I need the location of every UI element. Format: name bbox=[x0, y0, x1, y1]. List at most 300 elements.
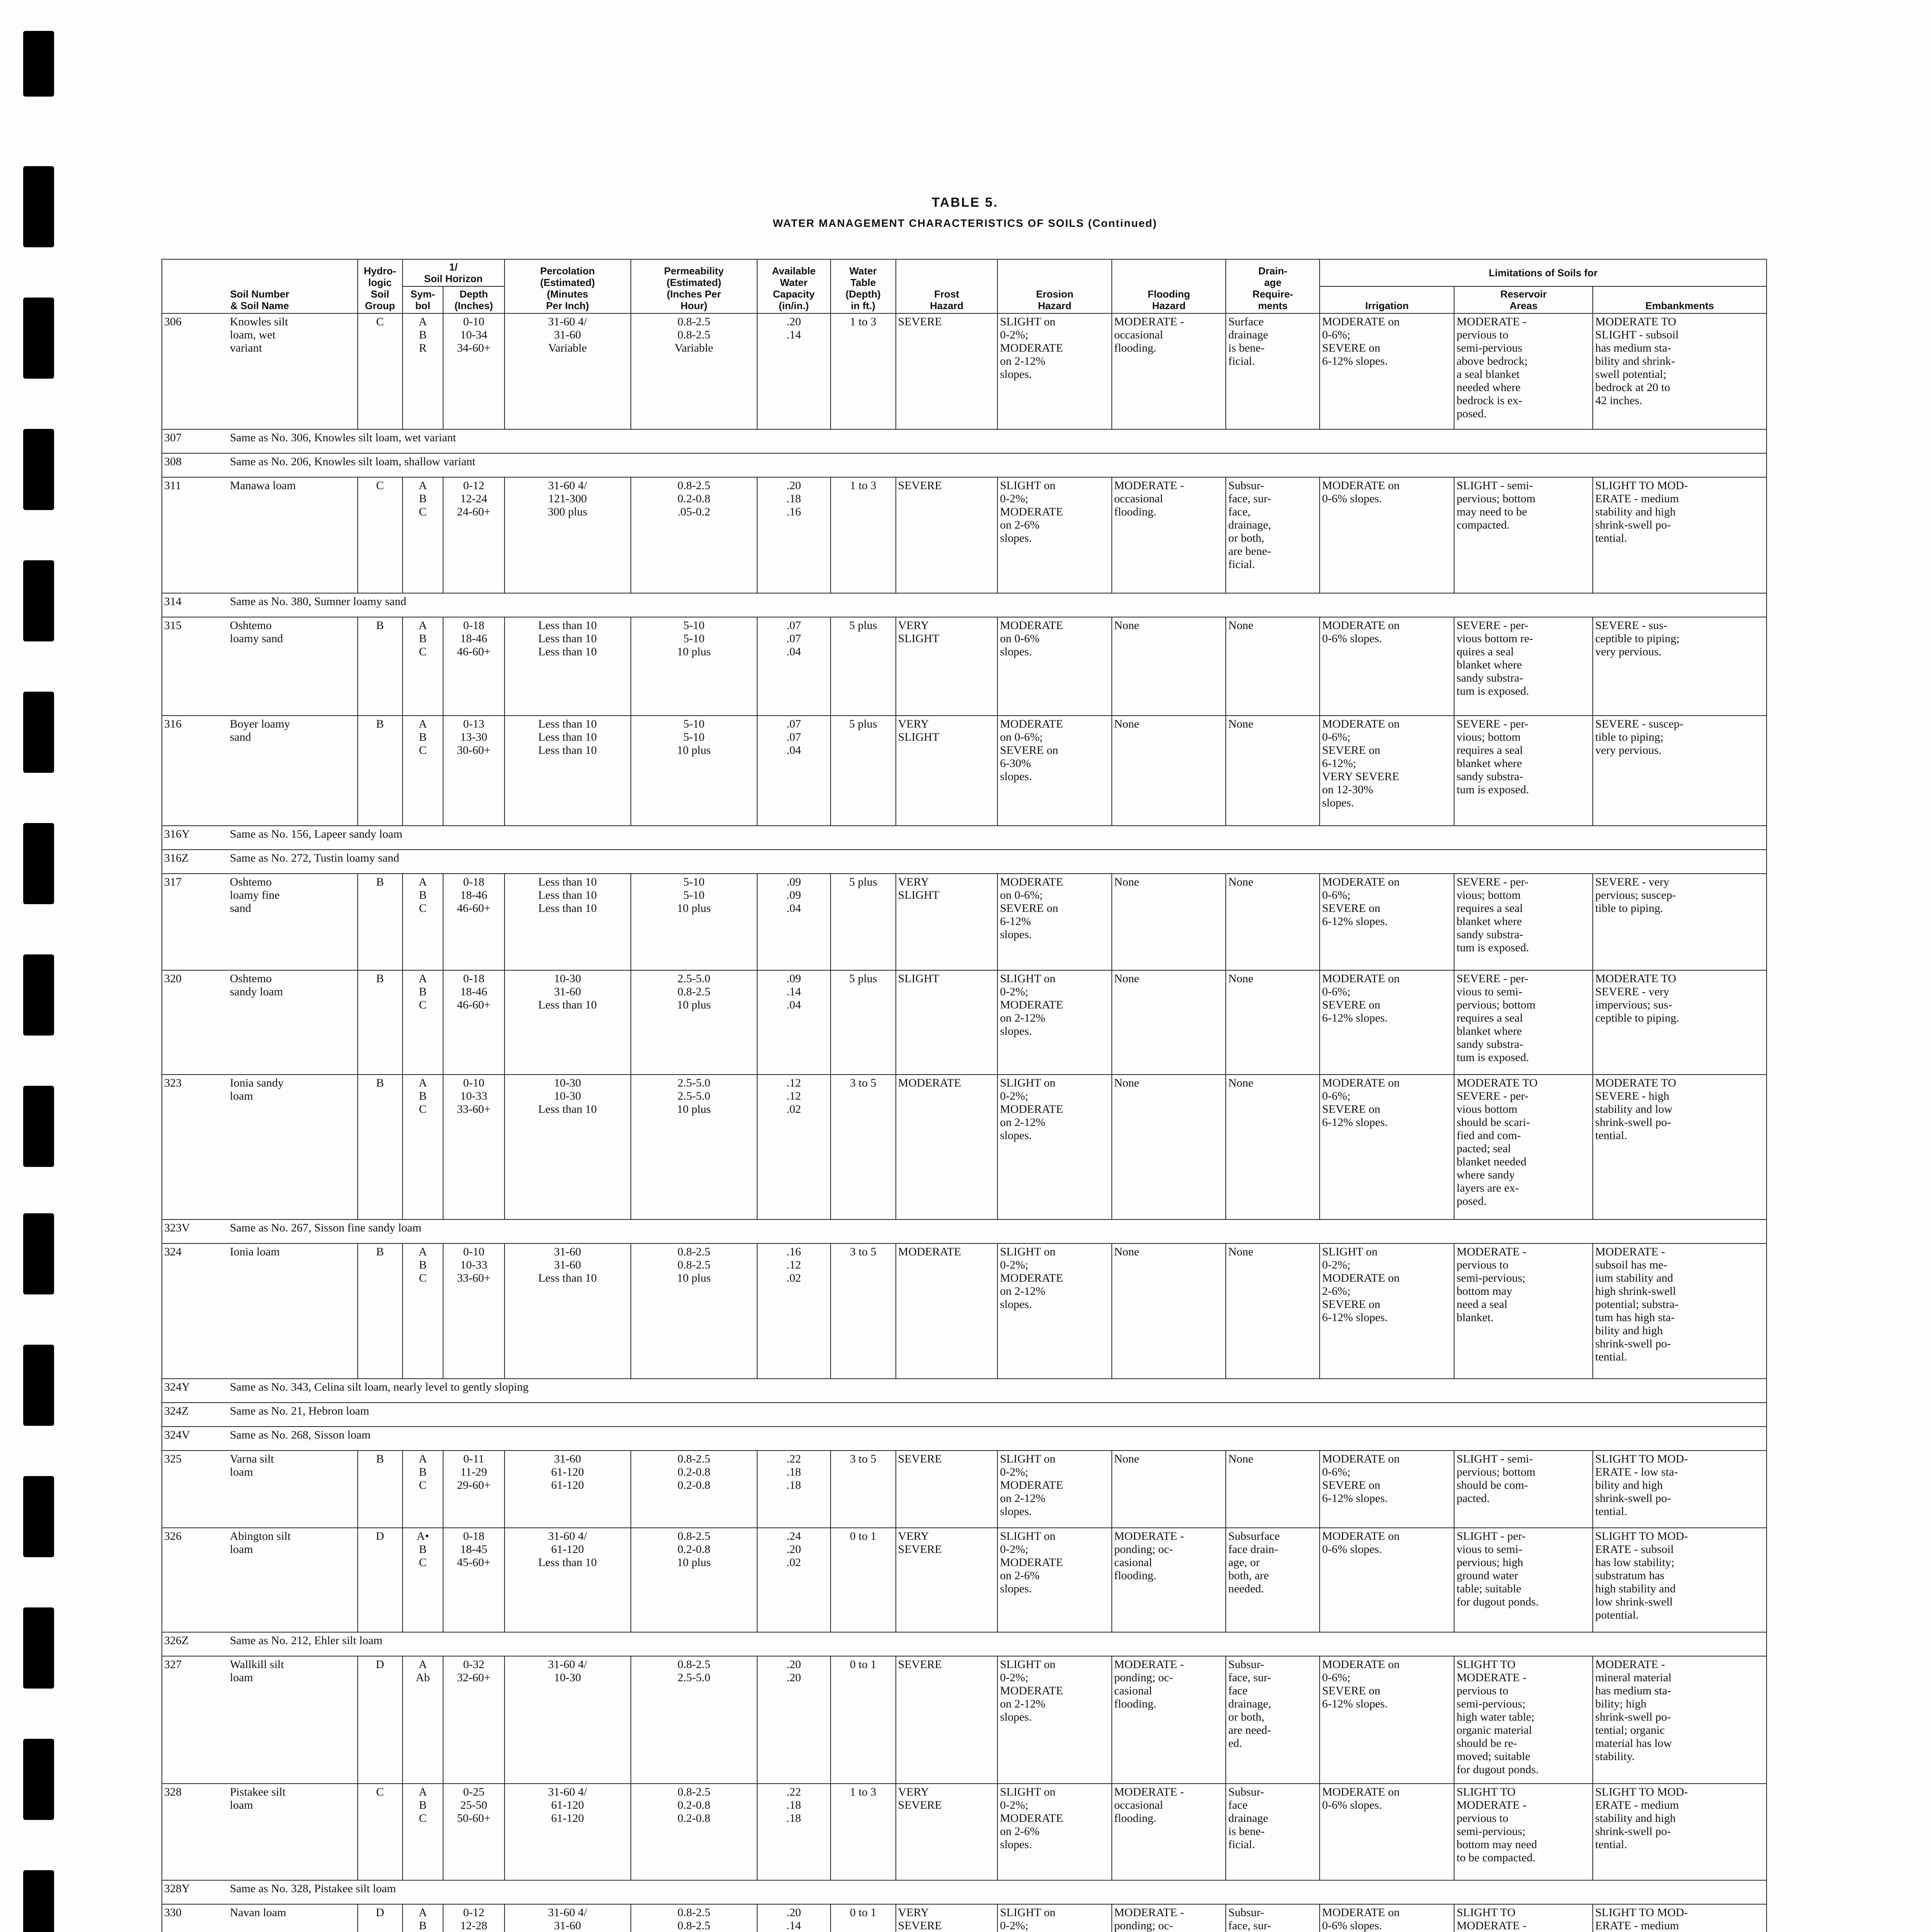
same-as-cell bbox=[162, 826, 1767, 850]
percolation-cell: 10-30 10-30 Less than 10 bbox=[505, 1075, 631, 1219]
water-table-cell: 1 to 3 bbox=[831, 477, 896, 593]
permeability-cell: 0.8-2.5 0.2-0.8 0.2-0.8 bbox=[631, 1451, 757, 1528]
percolation-cell: 31-60 4/ 10-30 bbox=[505, 1656, 631, 1784]
soil-cell bbox=[162, 970, 358, 1075]
col-limitations: Limitations of Soils for bbox=[1320, 259, 1767, 286]
binder-hole bbox=[23, 1607, 54, 1689]
permeability-cell: 0.8-2.5 2.5-5.0 bbox=[631, 1656, 757, 1784]
same-as-cell bbox=[162, 1427, 1767, 1451]
binder-hole bbox=[23, 1086, 54, 1167]
soil-number: 320 bbox=[164, 972, 182, 985]
binder-hole bbox=[23, 1213, 54, 1294]
reservoir-cell: SLIGHT TO MODERATE - bbox=[1454, 1904, 1593, 1932]
water-capacity-cell: .20 .14 bbox=[757, 313, 831, 429]
col-percolation: Percolation (Estimated) (Minutes Per Inch) bbox=[505, 259, 631, 313]
reservoir-cell: MODERATE - pervious to semi-pervious above bedrock; a seal blanket needed where bedrock is ex- posed. bbox=[1454, 313, 1593, 429]
reservoir-cell: SLIGHT - semi- pervious; bottom may need to be compacted. bbox=[1454, 477, 1593, 593]
soil-name: Oshtemo loamy fine sand bbox=[230, 876, 280, 915]
drainage-cell: None bbox=[1226, 970, 1320, 1075]
flooding-hazard-cell: MODERATE - occasional flooding. bbox=[1112, 477, 1226, 593]
reservoir-cell: MODERATE TO SEVERE - per- vious bottom should be scari- fied and com- pacted; seal blanket needed where sandy layers are ex- posed. bbox=[1454, 1075, 1593, 1219]
same-as-cell bbox=[162, 1632, 1767, 1656]
soil-name: Oshtemo sandy loam bbox=[230, 972, 283, 998]
symbol-cell: A B C bbox=[403, 1075, 443, 1219]
soil-number: 324 bbox=[164, 1245, 182, 1258]
hydro-group-cell: B bbox=[358, 617, 403, 716]
flooding-hazard-cell: MODERATE - ponding; oc- casional flooding. bbox=[1112, 1528, 1226, 1632]
reservoir-cell: MODERATE - pervious to semi-pervious; bottom may need a seal blanket. bbox=[1454, 1243, 1593, 1379]
same-as-row bbox=[162, 1403, 1767, 1427]
same-as-row bbox=[162, 429, 1767, 453]
frost-hazard-cell: VERY SEVERE bbox=[896, 1528, 998, 1632]
binder-hole bbox=[23, 823, 54, 904]
symbol-cell: A Ab bbox=[403, 1656, 443, 1784]
water-table-cell: 1 to 3 bbox=[831, 313, 896, 429]
water-management-table bbox=[161, 259, 1767, 1932]
drainage-cell: None bbox=[1226, 1243, 1320, 1379]
irrigation-cell: MODERATE on 0-6%; SEVERE on 6-12% slopes. bbox=[1320, 313, 1454, 429]
table-row bbox=[162, 716, 1767, 826]
hydro-group-cell: B bbox=[358, 874, 403, 970]
water-capacity-cell: .09 .14 .04 bbox=[757, 970, 831, 1075]
table-header bbox=[162, 259, 1767, 313]
soil-cell bbox=[162, 1528, 358, 1632]
water-capacity-cell: .16 .12 .02 bbox=[757, 1243, 831, 1379]
water-capacity-cell: .24 .20 .02 bbox=[757, 1528, 831, 1632]
embankments-cell: MODERATE TO SEVERE - very impervious; sus- ceptible to piping. bbox=[1593, 970, 1767, 1075]
permeability-cell: 0.8-2.5 0.8-2.5 10 plus bbox=[631, 1243, 757, 1379]
soil-name: Knowles silt loam, wet variant bbox=[230, 315, 288, 354]
soil-cell bbox=[162, 477, 358, 593]
depth-cell: 0-12 12-24 24-60+ bbox=[443, 477, 504, 593]
binder-hole bbox=[23, 954, 54, 1036]
water-table-cell: 3 to 5 bbox=[831, 1075, 896, 1219]
symbol-cell: A B C bbox=[403, 716, 443, 826]
embankments-cell: SLIGHT TO MOD- ERATE - subsoil has low stability; substratum has high stability and low shrink-swell potential. bbox=[1593, 1528, 1767, 1632]
permeability-cell: 5-10 5-10 10 plus bbox=[631, 874, 757, 970]
soil-number: 316Y bbox=[164, 828, 190, 840]
soil-cell bbox=[162, 313, 358, 429]
embankments-cell: MODERATE TO SLIGHT - subsoil has medium sta- bility and shrink- swell potential; bedrock at 20 to 42 inches. bbox=[1593, 313, 1767, 429]
flooding-hazard-cell: None bbox=[1112, 1075, 1226, 1219]
soil-number: 324V bbox=[164, 1429, 190, 1441]
frost-hazard-cell: VERY SEVERE bbox=[896, 1904, 998, 1932]
soil-name: Pistakee silt loam bbox=[230, 1786, 286, 1811]
col-water-table: Water Table (Depth) in ft.) bbox=[831, 259, 896, 313]
permeability-cell: 0.8-2.5 0.8-2.5 bbox=[631, 1904, 757, 1932]
water-table-cell: 0 to 1 bbox=[831, 1656, 896, 1784]
same-as-cell bbox=[162, 1219, 1767, 1243]
water-table-cell: 0 to 1 bbox=[831, 1904, 896, 1932]
reservoir-cell: SEVERE - per- vious bottom re- quires a seal blanket where sandy substra- tum is exposed. bbox=[1454, 617, 1593, 716]
permeability-cell: 2.5-5.0 2.5-5.0 10 plus bbox=[631, 1075, 757, 1219]
soil-number: 328Y bbox=[164, 1882, 190, 1895]
percolation-cell: 31-60 4/ 61-120 Less than 10 bbox=[505, 1528, 631, 1632]
soil-number: 316 bbox=[164, 718, 182, 730]
hydro-group-cell: C bbox=[358, 477, 403, 593]
same-as-cell bbox=[162, 1880, 1767, 1904]
same-as-row bbox=[162, 593, 1767, 617]
frost-hazard-cell: VERY SLIGHT bbox=[896, 874, 998, 970]
table-body bbox=[162, 313, 1767, 1932]
permeability-cell: 0.8-2.5 0.2-0.8 0.2-0.8 bbox=[631, 1784, 757, 1880]
same-as-text: Same as No. 206, Knowles silt loam, shallow variant bbox=[230, 455, 476, 468]
irrigation-cell: MODERATE on 0-6% slopes. bbox=[1320, 1784, 1454, 1880]
drainage-cell: None bbox=[1226, 1075, 1320, 1219]
irrigation-cell: MODERATE on 0-6% slopes. bbox=[1320, 1904, 1454, 1932]
soil-number: 314 bbox=[164, 595, 182, 608]
water-table-cell: 1 to 3 bbox=[831, 1784, 896, 1880]
table-title: TABLE 5. bbox=[931, 195, 999, 210]
erosion-hazard-cell: SLIGHT on 0-2%; MODERATE on 2-6% slopes. bbox=[997, 477, 1112, 593]
col-frost: Frost Hazard bbox=[896, 259, 998, 313]
percolation-cell: 31-60 4/ 31-60 bbox=[505, 1904, 631, 1932]
soil-number: 327 bbox=[164, 1658, 182, 1671]
same-as-row bbox=[162, 826, 1767, 850]
same-as-row bbox=[162, 1880, 1767, 1904]
symbol-cell: A B C bbox=[403, 1451, 443, 1528]
soil-number: 316Z bbox=[164, 852, 189, 864]
hydro-group-cell: B bbox=[358, 716, 403, 826]
table-row bbox=[162, 1784, 1767, 1880]
erosion-hazard-cell: SLIGHT on 0-2%; bbox=[997, 1904, 1112, 1932]
frost-hazard-cell: SEVERE bbox=[896, 477, 998, 593]
soil-number: 307 bbox=[164, 431, 182, 444]
reservoir-cell: SEVERE - per- vious; bottom requires a seal blanket where sandy substra- tum is exposed. bbox=[1454, 874, 1593, 970]
permeability-cell: 2.5-5.0 0.8-2.5 10 plus bbox=[631, 970, 757, 1075]
depth-cell: 0-12 12-28 bbox=[443, 1904, 504, 1932]
hydro-group-cell: C bbox=[358, 313, 403, 429]
col-irrigation: Irrigation bbox=[1320, 286, 1454, 313]
percolation-cell: Less than 10 Less than 10 Less than 10 bbox=[505, 874, 631, 970]
erosion-hazard-cell: SLIGHT on 0-2%; MODERATE on 2-12% slopes. bbox=[997, 1075, 1112, 1219]
erosion-hazard-cell: MODERATE on 0-6%; SEVERE on 6-12% slopes. bbox=[997, 874, 1112, 970]
embankments-cell: SLIGHT TO MOD- ERATE - medium stability and high shrink-swell po- tential. bbox=[1593, 477, 1767, 593]
soil-number: 324Y bbox=[164, 1381, 190, 1393]
table-row bbox=[162, 477, 1767, 593]
erosion-hazard-cell: SLIGHT on 0-2%; MODERATE on 2-6% slopes. bbox=[997, 1784, 1112, 1880]
binder-hole bbox=[23, 1345, 54, 1426]
water-table-cell: 5 plus bbox=[831, 970, 896, 1075]
depth-cell: 0-11 11-29 29-60+ bbox=[443, 1451, 504, 1528]
same-as-text: Same as No. 380, Sumner loamy sand bbox=[230, 595, 406, 608]
erosion-hazard-cell: SLIGHT on 0-2%; MODERATE on 2-12% slopes. bbox=[997, 1243, 1112, 1379]
same-as-text: Same as No. 272, Tustin loamy sand bbox=[230, 852, 399, 864]
depth-cell: 0-18 18-46 46-60+ bbox=[443, 874, 504, 970]
col-depth: Depth (Inches) bbox=[443, 286, 504, 313]
drainage-cell: Subsur- face, sur- face drainage, or both, are need- ed. bbox=[1226, 1656, 1320, 1784]
reservoir-cell: SEVERE - per- vious to semi- pervious; bottom requires a seal blanket where sandy substra- tum is exposed. bbox=[1454, 970, 1593, 1075]
flooding-hazard-cell: MODERATE - occasional flooding. bbox=[1112, 313, 1226, 429]
same-as-cell bbox=[162, 593, 1767, 617]
table-row bbox=[162, 313, 1767, 429]
reservoir-cell: SLIGHT TO MODERATE - pervious to semi-pervious; bottom may need to be compacted. bbox=[1454, 1784, 1593, 1880]
embankments-cell: SLIGHT TO MOD- ERATE - medium bbox=[1593, 1904, 1767, 1932]
symbol-cell: A• B C bbox=[403, 1528, 443, 1632]
embankments-cell: SLIGHT TO MOD- ERATE - low sta- bility and high shrink-swell po- tential. bbox=[1593, 1451, 1767, 1528]
col-reservoir: Reservoir Areas bbox=[1454, 286, 1593, 313]
water-capacity-cell: .09 .09 .04 bbox=[757, 874, 831, 970]
depth-cell: 0-10 10-33 33-60+ bbox=[443, 1075, 504, 1219]
frost-hazard-cell: MODERATE bbox=[896, 1243, 998, 1379]
soil-name: Varna silt loam bbox=[230, 1452, 274, 1478]
hydro-group-cell: D bbox=[358, 1656, 403, 1784]
soil-number: 315 bbox=[164, 619, 182, 632]
same-as-cell bbox=[162, 850, 1767, 874]
irrigation-cell: MODERATE on 0-6%; SEVERE on 6-12% slopes. bbox=[1320, 1451, 1454, 1528]
irrigation-cell: MODERATE on 0-6% slopes. bbox=[1320, 1528, 1454, 1632]
water-table-cell: 5 plus bbox=[831, 874, 896, 970]
same-as-text: Same as No. 343, Celina silt loam, nearly level to gently sloping bbox=[230, 1381, 529, 1393]
soil-number: 311 bbox=[164, 479, 181, 492]
erosion-hazard-cell: SLIGHT on 0-2%; MODERATE on 2-12% slopes. bbox=[997, 1451, 1112, 1528]
soil-name: Navan loam bbox=[230, 1906, 286, 1919]
soil-cell bbox=[162, 1784, 358, 1880]
hydro-group-cell: B bbox=[358, 1243, 403, 1379]
irrigation-cell: MODERATE on 0-6% slopes. bbox=[1320, 617, 1454, 716]
same-as-cell bbox=[162, 453, 1767, 477]
binder-hole bbox=[23, 429, 54, 510]
percolation-cell: 10-30 31-60 Less than 10 bbox=[505, 970, 631, 1075]
irrigation-cell: SLIGHT on 0-2%; MODERATE on 2-6%; SEVERE on 6-12% slopes. bbox=[1320, 1243, 1454, 1379]
soil-name: Wallkill silt loam bbox=[230, 1658, 284, 1684]
binder-hole bbox=[23, 560, 54, 641]
same-as-cell bbox=[162, 429, 1767, 453]
reservoir-cell: SLIGHT TO MODERATE - pervious to semi-pervious; high water table; organic material should be re- moved; suitable for dugout ponds. bbox=[1454, 1656, 1593, 1784]
soil-number: 323V bbox=[164, 1221, 190, 1234]
hydro-group-cell: D bbox=[358, 1528, 403, 1632]
col-embankments: Embankments bbox=[1593, 286, 1767, 313]
drainage-cell: None bbox=[1226, 874, 1320, 970]
soil-cell bbox=[162, 1451, 358, 1528]
permeability-cell: 0.8-2.5 0.2-0.8 10 plus bbox=[631, 1528, 757, 1632]
drainage-cell: Subsurface face drain- age, or both, are needed. bbox=[1226, 1528, 1320, 1632]
col-flooding: Flooding Hazard bbox=[1112, 259, 1226, 313]
col-water-capacity: Available Water Capacity (in/in.) bbox=[757, 259, 831, 313]
table-row bbox=[162, 1904, 1767, 1932]
same-as-row bbox=[162, 850, 1767, 874]
depth-cell: 0-18 18-45 45-60+ bbox=[443, 1528, 504, 1632]
col-permeability: Permeability (Estimated) (Inches Per Hour) bbox=[631, 259, 757, 313]
soil-number: 324Z bbox=[164, 1405, 189, 1417]
binder-hole bbox=[23, 1739, 54, 1820]
depth-cell: 0-10 10-33 33-60+ bbox=[443, 1243, 504, 1379]
binder-hole bbox=[23, 31, 54, 97]
frost-hazard-cell: SEVERE bbox=[896, 1451, 998, 1528]
depth-cell: 0-13 13-30 30-60+ bbox=[443, 716, 504, 826]
soil-number: 326 bbox=[164, 1530, 182, 1543]
col-symbol: Sym- bol bbox=[403, 286, 443, 313]
same-as-text: Same as No. 21, Hebron loam bbox=[230, 1405, 369, 1417]
depth-cell: 0-18 18-46 46-60+ bbox=[443, 970, 504, 1075]
water-capacity-cell: .07 .07 .04 bbox=[757, 716, 831, 826]
flooding-hazard-cell: None bbox=[1112, 1451, 1226, 1528]
soil-number: 308 bbox=[164, 455, 182, 468]
erosion-hazard-cell: SLIGHT on 0-2%; MODERATE on 2-12% slopes. bbox=[997, 970, 1112, 1075]
hydro-group-cell: D bbox=[358, 1904, 403, 1932]
percolation-cell: Less than 10 Less than 10 Less than 10 bbox=[505, 716, 631, 826]
same-as-row bbox=[162, 1219, 1767, 1243]
binder-hole bbox=[23, 692, 54, 773]
table-row bbox=[162, 970, 1767, 1075]
drainage-cell: None bbox=[1226, 716, 1320, 826]
same-as-cell bbox=[162, 1379, 1767, 1403]
symbol-cell: A B C bbox=[403, 874, 443, 970]
soil-name: Ionia loam bbox=[230, 1245, 280, 1258]
embankments-cell: SEVERE - very pervious; suscep- tible to piping. bbox=[1593, 874, 1767, 970]
same-as-row bbox=[162, 1379, 1767, 1403]
soil-number: 326Z bbox=[164, 1634, 189, 1647]
same-as-text: Same as No. 212, Ehler silt loam bbox=[230, 1634, 382, 1647]
irrigation-cell: MODERATE on 0-6%; SEVERE on 6-12% slopes. bbox=[1320, 970, 1454, 1075]
embankments-cell: MODERATE TO SEVERE - high stability and low shrink-swell po- tential. bbox=[1593, 1075, 1767, 1219]
flooding-hazard-cell: MODERATE - occasional flooding. bbox=[1112, 1784, 1226, 1880]
irrigation-cell: MODERATE on 0-6%; SEVERE on 6-12% slopes. bbox=[1320, 874, 1454, 970]
same-as-text: Same as No. 156, Lapeer sandy loam bbox=[230, 828, 403, 840]
soil-number: 328 bbox=[164, 1786, 182, 1798]
depth-cell: 0-10 10-34 34-60+ bbox=[443, 313, 504, 429]
table-row bbox=[162, 1075, 1767, 1219]
hydro-group-cell: B bbox=[358, 1451, 403, 1528]
water-capacity-cell: .07 .07 .04 bbox=[757, 617, 831, 716]
water-table-cell: 5 plus bbox=[831, 716, 896, 826]
drainage-cell: None bbox=[1226, 617, 1320, 716]
irrigation-cell: MODERATE on 0-6%; SEVERE on 6-12%; VERY SEVERE on 12-30% slopes. bbox=[1320, 716, 1454, 826]
permeability-cell: 0.8-2.5 0.2-0.8 .05-0.2 bbox=[631, 477, 757, 593]
frost-hazard-cell: SLIGHT bbox=[896, 970, 998, 1075]
water-table-cell: 0 to 1 bbox=[831, 1528, 896, 1632]
soil-number: 323 bbox=[164, 1077, 182, 1089]
soil-cell bbox=[162, 1656, 358, 1784]
water-table-cell: 3 to 5 bbox=[831, 1451, 896, 1528]
soil-cell bbox=[162, 1075, 358, 1219]
irrigation-cell: MODERATE on 0-6%; SEVERE on 6-12% slopes. bbox=[1320, 1656, 1454, 1784]
same-as-cell bbox=[162, 1403, 1767, 1427]
col-erosion: Erosion Hazard bbox=[997, 259, 1112, 313]
drainage-cell: None bbox=[1226, 1451, 1320, 1528]
erosion-hazard-cell: MODERATE on 0-6%; SEVERE on 6-30% slopes. bbox=[997, 716, 1112, 826]
soil-cell bbox=[162, 617, 358, 716]
percolation-cell: 31-60 4/ 31-60 Variable bbox=[505, 313, 631, 429]
soil-cell bbox=[162, 1243, 358, 1379]
water-capacity-cell: .12 .12 .02 bbox=[757, 1075, 831, 1219]
soil-name: Abington silt loam bbox=[230, 1530, 291, 1556]
flooding-hazard-cell: None bbox=[1112, 617, 1226, 716]
drainage-cell: Surface drainage is bene- ficial. bbox=[1226, 313, 1320, 429]
col-hydro-group: Hydro- logic Soil Group bbox=[358, 259, 403, 313]
symbol-cell: A B C bbox=[403, 1243, 443, 1379]
water-capacity-cell: .22 .18 .18 bbox=[757, 1784, 831, 1880]
soil-number: 306 bbox=[164, 315, 182, 328]
water-table-cell: 3 to 5 bbox=[831, 1243, 896, 1379]
same-as-row bbox=[162, 1427, 1767, 1451]
water-capacity-cell: .20 .20 bbox=[757, 1656, 831, 1784]
drainage-cell: Subsur- face drainage is bene- ficial. bbox=[1226, 1784, 1320, 1880]
same-as-text: Same as No. 306, Knowles silt loam, wet variant bbox=[230, 431, 456, 444]
water-capacity-cell: .22 .18 .18 bbox=[757, 1451, 831, 1528]
percolation-cell: 31-60 4/ 61-120 61-120 bbox=[505, 1784, 631, 1880]
soil-number: 330 bbox=[164, 1906, 182, 1919]
hydro-group-cell: C bbox=[358, 1784, 403, 1880]
same-as-text: Same as No. 328, Pistakee silt loam bbox=[230, 1882, 396, 1895]
depth-cell: 0-32 32-60+ bbox=[443, 1656, 504, 1784]
symbol-cell: A B C bbox=[403, 970, 443, 1075]
table-row bbox=[162, 1243, 1767, 1379]
same-as-row bbox=[162, 1632, 1767, 1656]
permeability-cell: 0.8-2.5 0.8-2.5 Variable bbox=[631, 313, 757, 429]
table-row bbox=[162, 874, 1767, 970]
water-capacity-cell: .20 .14 bbox=[757, 1904, 831, 1932]
frost-hazard-cell: SEVERE bbox=[896, 1656, 998, 1784]
depth-cell: 0-18 18-46 46-60+ bbox=[443, 617, 504, 716]
same-as-text: Same as No. 267, Sisson fine sandy loam bbox=[230, 1221, 421, 1234]
flooding-hazard-cell: None bbox=[1112, 716, 1226, 826]
soil-name: Manawa loam bbox=[230, 479, 296, 492]
reservoir-cell: SEVERE - per- vious; bottom requires a seal blanket where sandy substra- tum is exposed. bbox=[1454, 716, 1593, 826]
soil-cell bbox=[162, 1904, 358, 1932]
embankments-cell: MODERATE - subsoil has me- ium stability and high shrink-swell potential; substra- tum has high sta- bility and high shrink-swell po- tential. bbox=[1593, 1243, 1767, 1379]
hydro-group-cell: B bbox=[358, 1075, 403, 1219]
col-soil: Soil Number & Soil Name bbox=[162, 259, 358, 313]
frost-hazard-cell: SEVERE bbox=[896, 313, 998, 429]
embankments-cell: SEVERE - suscep- tible to piping; very pervious. bbox=[1593, 716, 1767, 826]
soil-cell bbox=[162, 874, 358, 970]
water-capacity-cell: .20 .18 .16 bbox=[757, 477, 831, 593]
soil-cell bbox=[162, 716, 358, 826]
soil-name: Ionia sandy loam bbox=[230, 1077, 284, 1102]
col-soil-horizon: 1/ Soil Horizon bbox=[403, 259, 505, 286]
binder-hole bbox=[23, 1476, 54, 1557]
table-row bbox=[162, 1656, 1767, 1784]
embankments-cell: MODERATE - mineral material has medium sta- bility; high shrink-swell po- tential; organic material has low stability. bbox=[1593, 1656, 1767, 1784]
symbol-cell: A B C bbox=[403, 617, 443, 716]
percolation-cell: 31-60 61-120 61-120 bbox=[505, 1451, 631, 1528]
same-as-text: Same as No. 268, Sisson loam bbox=[230, 1429, 371, 1441]
flooding-hazard-cell: None bbox=[1112, 1243, 1226, 1379]
table-row bbox=[162, 1528, 1767, 1632]
symbol-cell: A B C bbox=[403, 477, 443, 593]
reservoir-cell: SLIGHT - per- vious to semi- pervious; high ground water table; suitable for dugout ponds. bbox=[1454, 1528, 1593, 1632]
binder-hole bbox=[23, 1870, 54, 1932]
percolation-cell: Less than 10 Less than 10 Less than 10 bbox=[505, 617, 631, 716]
reservoir-cell: SLIGHT - semi- pervious; bottom should be com- pacted. bbox=[1454, 1451, 1593, 1528]
depth-cell: 0-25 25-50 50-60+ bbox=[443, 1784, 504, 1880]
frost-hazard-cell: VERY SLIGHT bbox=[896, 716, 998, 826]
permeability-cell: 5-10 5-10 10 plus bbox=[631, 716, 757, 826]
soil-number: 325 bbox=[164, 1452, 182, 1465]
flooding-hazard-cell: MODERATE - ponding; oc- bbox=[1112, 1904, 1226, 1932]
symbol-cell: A B C bbox=[403, 1784, 443, 1880]
drainage-cell: Subsur- face, sur- bbox=[1226, 1904, 1320, 1932]
symbol-cell: A B R bbox=[403, 313, 443, 429]
percolation-cell: 31-60 31-60 Less than 10 bbox=[505, 1243, 631, 1379]
soil-number: 317 bbox=[164, 876, 182, 888]
flooding-hazard-cell: None bbox=[1112, 874, 1226, 970]
flooding-hazard-cell: None bbox=[1112, 970, 1226, 1075]
irrigation-cell: MODERATE on 0-6%; SEVERE on 6-12% slopes. bbox=[1320, 1075, 1454, 1219]
symbol-cell: A B bbox=[403, 1904, 443, 1932]
binder-hole bbox=[23, 298, 54, 379]
table-row bbox=[162, 617, 1767, 716]
col-drainage: Drain- age Require- ments bbox=[1226, 259, 1320, 313]
frost-hazard-cell: MODERATE bbox=[896, 1075, 998, 1219]
erosion-hazard-cell: SLIGHT on 0-2%; MODERATE on 2-12% slopes. bbox=[997, 313, 1112, 429]
soil-name: Boyer loamy sand bbox=[230, 718, 290, 743]
soil-name: Oshtemo loamy sand bbox=[230, 619, 283, 645]
frost-hazard-cell: VERY SEVERE bbox=[896, 1784, 998, 1880]
frost-hazard-cell: VERY SLIGHT bbox=[896, 617, 998, 716]
same-as-row bbox=[162, 453, 1767, 477]
